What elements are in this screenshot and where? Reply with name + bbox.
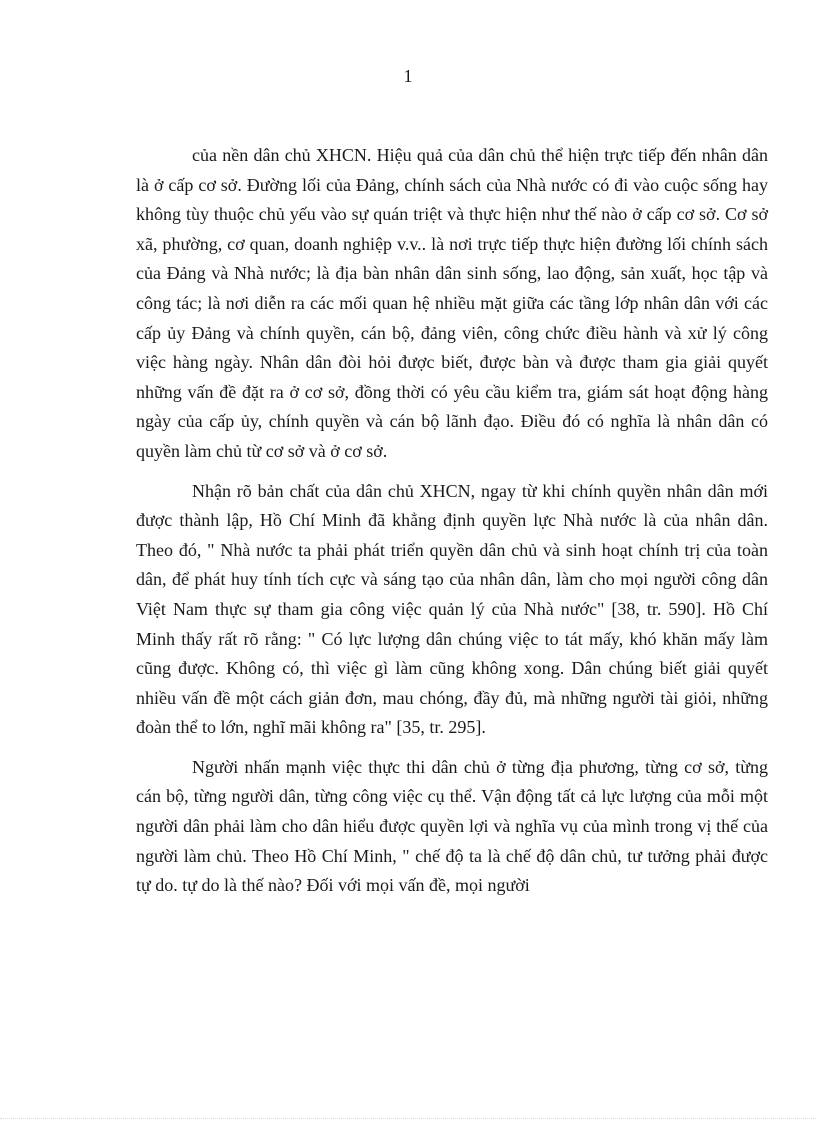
paragraph-2: Nhận rõ bản chất của dân chủ XHCN, ngay từ khi chính quyền nhân dân mới được thành lập, Hồ Chí Minh đã khẳng định quyền lực Nhà nước là của nhân dân. Theo đó, " Nhà nước ta phải phát triển quyền dân chủ và sinh hoạt chính trị của toàn dân, để phát huy tính tích cực và sáng tạo của nhân dân, làm cho mọi người công dân Việt Nam thực sự tham gia công việc quản lý của Nhà nước" [38, tr. 590]. Hồ Chí Minh thấy rất rõ rằng: " Có lực lượng dân chúng việc to tát mấy, khó khăn mấy làm cũng được. Không có, thì việc gì làm cũng không xong. Dân chúng biết giải quyết nhiều vấn đề một cách giản đơn, mau chóng, đầy đủ, mà những người tài giỏi, những đoàn thể to lớn, nghĩ mãi không ra" [35, tr. 295]. [136, 480, 768, 738]
page-number: 1 [403, 66, 413, 86]
body-text [136, 141, 768, 911]
paragraph-3: Người nhấn mạnh việc thực thi dân chủ ở từng địa phương, từng cơ sở, từng cán bộ, từng người dân, từng công việc cụ thể. Vận động tất cả lực lượng của mỗi một người dân phải làm cho dân hiểu được quyền lợi và nghĩa vụ của mình trong vị thế của người làm chủ. Theo Hồ Chí Minh, " chế độ ta là chế độ dân chủ, tư tưởng phải được tự do. tự do là thế nào? Đối với mọi vấn đề, mọi người [136, 756, 768, 896]
page-bottom-divider [0, 1118, 816, 1119]
paragraph-1: của nền dân chủ XHCN. Hiệu quả của dân chủ thể hiện trực tiếp đến nhân dân là ở cấp cơ sở. Đường lối của Đảng, chính sách của Nhà nước có đi vào cuộc sống hay không tùy thuộc chủ yếu vào sự quán triệt và thực hiện như thế nào ở cấp cơ sở. Cơ sở xã, phường, cơ quan, doanh nghiệp v.v.. là nơi trực tiếp thực hiện đường lối chính sách của Đảng và Nhà nước; là địa bàn nhân dân sinh sống, lao động, sản xuất, học tập và công tác; là nơi diễn ra các mối quan hệ nhiều mặt giữa các tầng lớp nhân dân với các cấp ủy Đảng và chính quyền, cán bộ, đảng viên, công chức điều hành và xử lý công việc hàng ngày. Nhân dân đòi hỏi được biết, được bàn và được tham gia giải quyết những vấn đề đặt ra ở cơ sở, đồng thời có yêu cầu kiểm tra, giám sát hoạt động hàng ngày của cấp ủy, chính quyền và cán bộ lãnh đạo. Điều đó có nghĩa là nhân dân có quyền làm chủ từ cơ sở và ở cơ sở. [136, 145, 768, 461]
